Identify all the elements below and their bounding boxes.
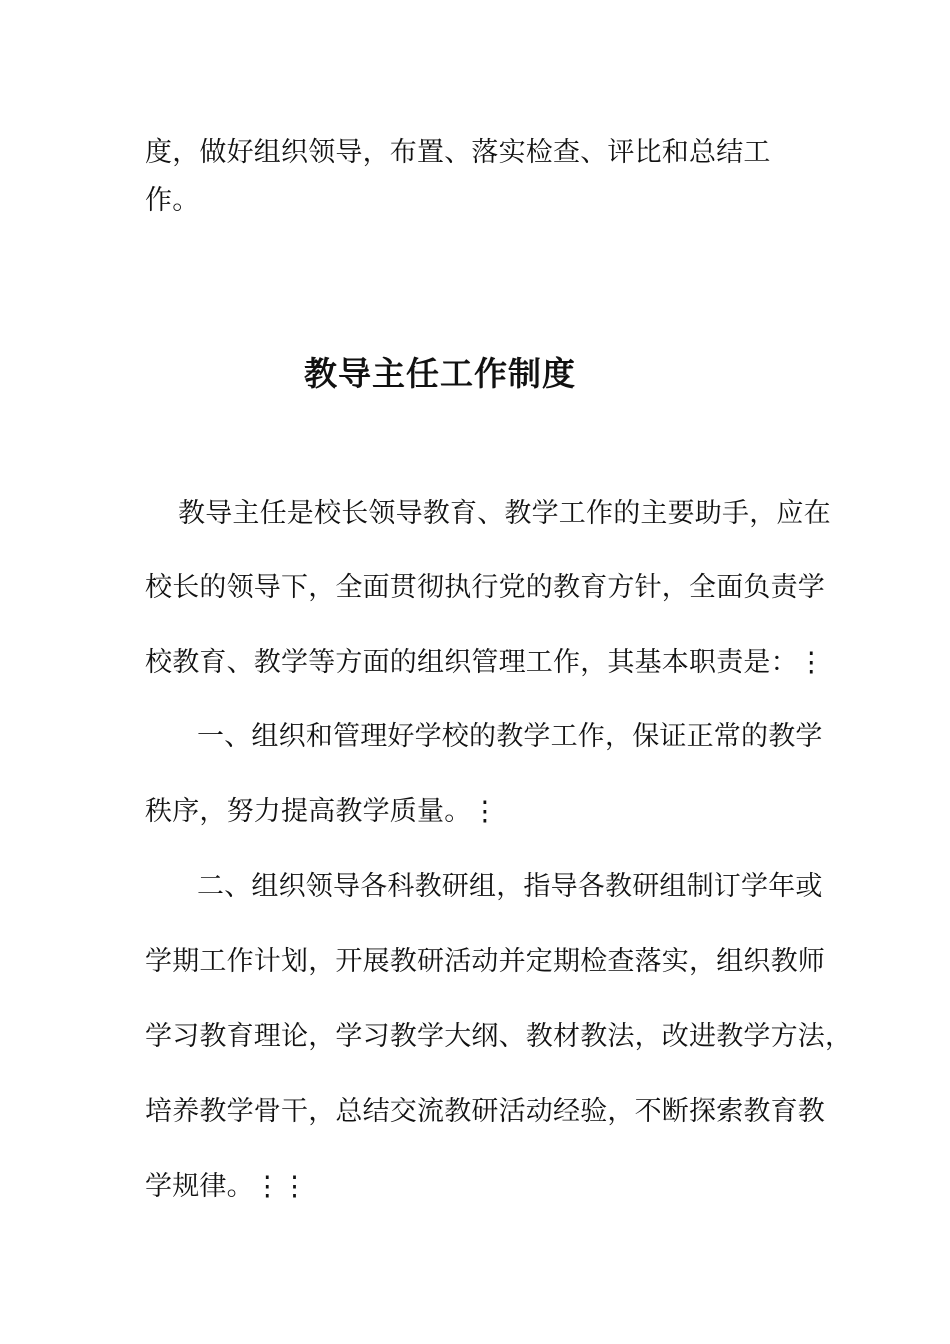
carryover-line-1: 度，做好组织领导，布置、落实检查、评比和总结工 — [145, 137, 771, 168]
item2-line-5: 学规律。⋮⋮ — [145, 1171, 309, 1202]
carryover-line-2: 作。 — [145, 185, 200, 216]
intro-line-3: 校教育、教学等方面的组织管理工作，其基本职责是：⋮ — [145, 647, 825, 678]
document-title: 教导主任工作制度 — [304, 354, 576, 393]
intro-line-2: 校长的领导下，全面贯彻执行党的教育方针，全面负责学 — [145, 572, 825, 603]
item2-line-4: 培养教学骨干，总结交流教研活动经验，不断探索教育教 — [145, 1096, 825, 1127]
item2-line-1: 二、组织领导各科教研组，指导各教研组制订学年或 — [197, 871, 823, 902]
item1-line-2: 秩序，努力提高教学质量。⋮ — [145, 796, 499, 827]
item1-line-1: 一、组织和管理好学校的教学工作，保证正常的教学 — [197, 721, 823, 752]
item2-line-2: 学期工作计划，开展教研活动并定期检查落实，组织教师 — [145, 946, 825, 977]
intro-line-1: 教导主任是校长领导教育、教学工作的主要助手，应在 — [178, 498, 831, 529]
item2-line-3: 学习教育理论，学习教学大纲、教材教法，改进教学方法， — [145, 1021, 853, 1052]
